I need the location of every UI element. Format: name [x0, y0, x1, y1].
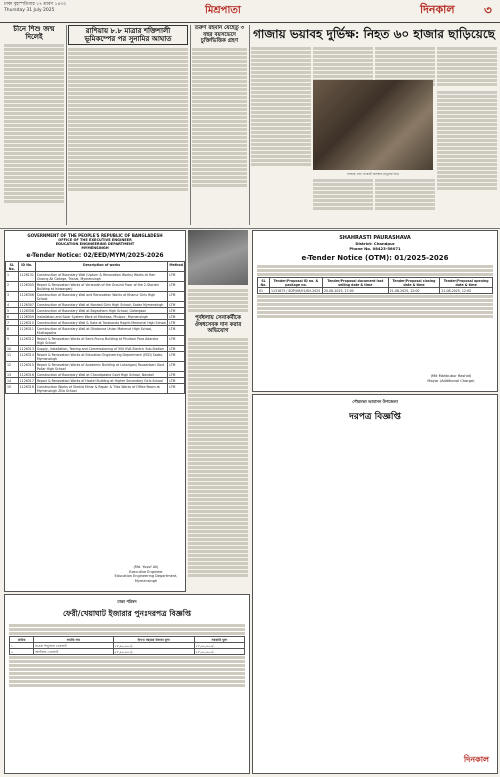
tender-left-cell: LTM [168, 362, 185, 372]
tender-left-cell: 13 [6, 372, 19, 378]
tender-left-cell: Repair & Renovation Works of Semi-Pucca Building at Phulbari Para Adarsha High School [35, 336, 168, 346]
tender-left-signer-title: Executive Engineer [129, 569, 163, 574]
tender-left-cell: 1126311 [18, 326, 35, 336]
tender-left-cell: Construction of Boundary Wall and Renovation Works at Khanur Girls High School [35, 292, 168, 302]
tender-left-cell: 1126309 [19, 314, 34, 319]
tender-right-gov: SHAHRASTI PAURASHAVA [339, 235, 411, 241]
tender-left-cell: LTM [168, 372, 185, 378]
tender-right-district: District: Chandpur [355, 241, 395, 246]
tender-left-cell: 1126316 [19, 372, 34, 377]
tender-left-header-cell: ID No. [18, 262, 35, 272]
ferry-cell: ৫৮,৯০,৯০৫/- [194, 643, 244, 649]
header-date [4, 2, 66, 14]
tender-left-row [6, 326, 185, 336]
tender-left-cell: LTM [168, 326, 185, 336]
gaza-body [251, 46, 497, 226]
tender-left-cell: Repair & Renovation Works of Verandah of the Ground Floor of the 2-Storied Building at Ishwarganj [35, 282, 168, 292]
gaza-headline: গাজায় ভয়াবহ দুর্ভিক্ষ: নিহত ৬০ হাজার ছাড়িয়েছে [253, 27, 495, 41]
tender-left-cell: Installation and Solar System Work at Madrasa, Phulpur, Mymensingh [35, 314, 168, 320]
tender-left-cell: 12 [6, 362, 19, 372]
tender-right-header-cell: Tender/Proposal opening date & time [440, 278, 493, 288]
tender-right-cell: 1131673 / SDP/UR/01/SH-2025 [270, 288, 323, 294]
dorpotro-org: পৌরসভা আবাসন উপজেলা [352, 399, 398, 404]
tender-left-cell: 14 [6, 378, 19, 384]
tender-left-row [6, 282, 185, 292]
mid-photo [188, 230, 248, 285]
tender-left-district: MYMENSINGH [81, 246, 109, 250]
brand-logo: দিনকাল [420, 3, 455, 16]
tender-left-cell: Repair & Renovation Works of Academic Building at Lohariganj Rousenbari Govt Poliar High School [35, 362, 168, 372]
gaza-photo [313, 80, 433, 170]
mid-headline: পূর্বধলায় সেনাকর্মীকে ঔষধসেবক দান করার অভিযোগ [194, 315, 242, 334]
tender-left-cell: 1126313 [19, 346, 34, 351]
tender-left-dept: EDUCATION ENGINEERING DEPARTMENT [55, 242, 135, 246]
tender-left-cell: Construction of Boundary Wall at Chandipasha Govt High School, Nandail [35, 372, 168, 378]
tender-left-signer-org: Education Engineering Department, Mymensingh [114, 574, 178, 583]
news-headline: তরুণ রহমান যেহেতু ৩ বছর বয়সভেদে চুক্তিভিত্তিক গ্রহণ [194, 25, 245, 44]
ferry-row [10, 649, 245, 655]
tender-left-row [6, 384, 185, 394]
tender-left-cell: 9 [6, 336, 19, 346]
ferry-notice [4, 594, 250, 774]
tender-right-header-cell: Tender/Proposal document last selling date & time [322, 278, 388, 288]
gaza-caption: গাজায় খাদ্য সংকটে অসহায় মানুষের ভিড় [346, 172, 400, 176]
tender-right-cell: 21-08-2025, 12:00 [440, 288, 493, 294]
ferry-header-cell: সরকারি মূল্য [194, 637, 244, 643]
tender-right-cell: 21-08-2025, 12:00 [388, 288, 440, 294]
tender-left-cell: 1126315 [18, 362, 35, 372]
ferry-org: ঢাকা পরিষদ [117, 599, 137, 604]
tender-left-cell: Supply, Installation, Testing and Commissioning of 500 KVA Electric Sub-Station [35, 346, 168, 352]
tender-left-cell: LTM [168, 352, 185, 362]
tender-left-cell: 1126317 [19, 378, 34, 383]
tender-left-title: e-Tender Notice: 02/EED/MYM/2025-2026 [26, 252, 164, 259]
tender-left-cell: LTM [168, 320, 185, 326]
tender-right-signer-title: Mayor (Additional Charge) [427, 378, 475, 383]
tender-notice-left [4, 230, 186, 592]
page-number: ৩ [484, 3, 492, 17]
china-headline: চীনে শিশু জন্ম দিলেই [13, 25, 55, 41]
tender-left-table [5, 261, 185, 394]
tender-left-office: OFFICE OF THE EXECUTIVE ENGINEER [58, 238, 132, 242]
tender-left-cell: LTM [168, 282, 185, 292]
tender-left-cell: 1126308 [19, 308, 34, 313]
tender-left-cell: Construction of Boundary Wall at Nandail Girls High School, Sadar Mymensingh [35, 302, 168, 308]
tender-left-cell: 10 [6, 346, 19, 352]
tender-left-header-cell: SL No. [6, 262, 19, 272]
quake-story [68, 25, 188, 225]
tender-left-cell: 1126310 [19, 320, 34, 325]
tender-left-row [6, 272, 185, 282]
ferry-cell: ৫৮,৯০,৯০৫/- [194, 649, 244, 655]
tender-left-cell: 1126307 [19, 302, 34, 307]
ferry-cell: মাওয়া শিমুলিয়া খেয়াঘাট [34, 643, 113, 649]
tender-left-cell: Construction Works of Shahid Minar & Repair & Tiles Works of Office Room at Mymensingh Zilla School [35, 384, 168, 394]
tender-left-cell: 2 [6, 282, 19, 292]
tender-left-row [6, 362, 185, 372]
tender-left-cell: Construction of Boundary Wall & Gate at Tarakanda Ragirb Memorial High School [36, 320, 167, 325]
tender-left-signer: (Md. Yusuf Ali) [133, 565, 159, 569]
dorpotro-notice [252, 394, 498, 774]
tender-left-cell: 3 [6, 292, 19, 302]
tender-left-cell: LTM [168, 292, 185, 302]
date-english: Thursday 31 July 2025 [4, 8, 55, 13]
ferry-cell: ৫৮,৯০,৯০৫/- [113, 643, 194, 649]
tender-left-cell: 4 [6, 302, 19, 308]
tender-left-cell: 11 [6, 352, 19, 362]
tender-left-cell: LTM [168, 272, 185, 282]
tender-left-header-cell: Description of works [35, 262, 168, 272]
tender-left-cell: 1126306 [18, 292, 35, 302]
tender-right-row [258, 288, 493, 294]
china-body [4, 43, 64, 204]
tender-left-cell: 1126314 [18, 352, 35, 362]
ferry-header-cell: বিগত বছরের ইজারা মূল্য [113, 637, 194, 643]
tender-right-header-cell: Tender/Proposal closing date & time [388, 278, 440, 288]
tender-left-cell: 5 [6, 308, 19, 314]
tender-right-header-cell: Tender/Proposal ID no. & package no. [270, 278, 323, 288]
date-bengali: ঢাকা বৃহস্পতিবার ১৭ শ্রাবণ ১৪৩২ [4, 2, 67, 7]
tender-left-cell: LTM [168, 378, 185, 384]
tender-right-signer: (Md Mahbubur Rashid) [430, 374, 472, 378]
tender-left-cell: 1126318 [18, 384, 35, 394]
ferry-cell: ১ [10, 643, 34, 649]
tender-left-cell: 15 [6, 384, 19, 394]
tender-left-cell: 1126305 [18, 282, 35, 292]
china-story [4, 25, 64, 225]
tender-left-cell: LTM [168, 384, 185, 394]
tender-left-cell: 1126131 [18, 272, 35, 282]
mid-story [188, 230, 248, 590]
tender-left-cell: Construction of Boundary Wall at Bayadham High School, Gafargaon [35, 308, 168, 314]
tender-left-cell: 1126312 [18, 336, 35, 346]
tender-left-cell: LTM [168, 308, 185, 314]
tender-left-row [6, 336, 185, 346]
tender-left-cell: Repair & Renovation Works of Hostel Building at Higher Secondary Girls School [35, 378, 168, 384]
tender-right-cell: 20-08-2025, 17:00 [322, 288, 388, 294]
tender-left-cell: 7 [6, 320, 19, 326]
ferry-cell: ৫৮,৯০,৯০৫/- [113, 649, 194, 655]
tender-right-table [257, 277, 493, 294]
ferry-table [9, 636, 245, 655]
gaza-headline-box [251, 25, 497, 45]
news-story [192, 25, 247, 225]
ferry-heading: ফেরী/খেয়াঘাট ইজারার পুনঃদরপত্র বিজ্ঞপ্তি [62, 609, 192, 618]
section-title: মিশ্রপাতা [205, 5, 241, 16]
tender-right-title: e-Tender Notice (OTM): 01/2025-2026 [301, 254, 449, 262]
tender-left-cell: LTM [168, 314, 185, 320]
tender-notice-right [252, 230, 498, 392]
tender-left-gov: GOVERNMENT OF THE PEOPLE'S REPUBLIC OF BANGLADESH [27, 233, 163, 238]
ferry-cell: আটিয়ান খেয়াঘাট [34, 649, 113, 655]
tender-left-row [6, 352, 185, 362]
tender-left-cell: Construction of Boundary Wall at Dhobaura Union Mahmud High School, Muktagacha [35, 326, 168, 336]
tender-left-row [6, 292, 185, 302]
tender-left-cell: LTM [168, 346, 185, 352]
quake-headline: রাশিয়ায় ৮.৮ মাত্রার শক্তিশালী ভূমিকম্পের পর সুনামির আঘাত [68, 25, 188, 45]
page-header [0, 0, 500, 23]
dorpotro-heading: দরপত্র বিজ্ঞপ্তি [349, 412, 401, 422]
dorpotro-brand: দিনকাল [463, 754, 489, 764]
tender-right-cell: 01 [258, 288, 270, 294]
tender-right-phone: Phone No. 08423-56071 [349, 246, 401, 251]
tender-left-cell: LTM [168, 302, 185, 308]
tender-left-cell: LTM [168, 336, 185, 346]
tender-left-cell: Repair & Renovation Works at Education Engineering Department (EED) Sadar, Mymensingh [35, 352, 168, 362]
tender-right-header-cell: SL No. [258, 278, 270, 288]
ferry-cell: ২ [10, 649, 34, 655]
tender-left-cell: Construction of Boundary Wall (Upturn & Renovation Works) Works at Hari Charng Ali College, Trishal, Mymensingh [35, 272, 168, 282]
tender-left-cell: 6 [6, 314, 19, 320]
tender-left-header-cell: Method [168, 262, 185, 272]
ferry-header-cell: ক্রমিক [10, 637, 34, 643]
tender-left-cell: 1 [6, 272, 19, 282]
ferry-header-cell: ঘাটের নাম [34, 637, 113, 643]
tender-left-cell: 8 [6, 326, 19, 336]
